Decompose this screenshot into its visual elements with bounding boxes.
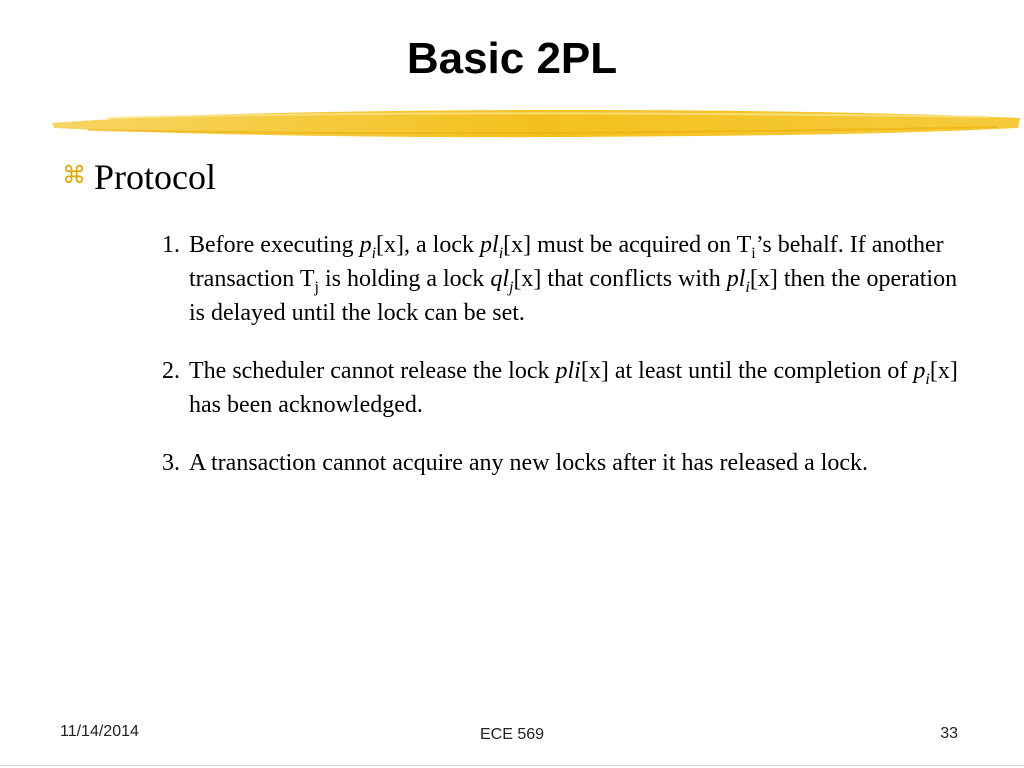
- command-key-icon: ⌘: [62, 161, 86, 189]
- list-item: [162, 446, 962, 480]
- item-number: 3.: [162, 450, 180, 476]
- list-item: [162, 228, 962, 330]
- slide-title: Basic 2PL: [406, 34, 618, 83]
- item-text: Before executing $p_i[x]$, a lock $pl_i[x]$ must be acquired on $T_i’s$ behalf. If another transaction $T_j$ is holding a lock $ql_j[x]$ that conflicts with $pl_i[x]$ then the operation is delayed until the lock can be set.: [189, 232, 958, 326]
- item-text: A transaction cannot acquire any new locks after it has released a lock.: [189, 450, 869, 476]
- item-number: 1.: [162, 232, 180, 258]
- bullet-label: Protocol: [94, 157, 216, 197]
- page-number: 33: [940, 725, 958, 742]
- item-number: 2.: [162, 358, 180, 384]
- bullet-protocol: [62, 156, 216, 198]
- bottom-divider: [0, 765, 1024, 766]
- item-text: The scheduler cannot release the lock pli[x] at least until the completion of $p_i[x]$ has been acknowledged.: [189, 358, 958, 418]
- footer-course: ECE 569: [479, 726, 545, 743]
- protocol-list: [162, 228, 962, 504]
- footer-date: 11/14/2014: [60, 723, 139, 740]
- highlight-swoosh: [48, 104, 1024, 144]
- list-item: [162, 354, 962, 422]
